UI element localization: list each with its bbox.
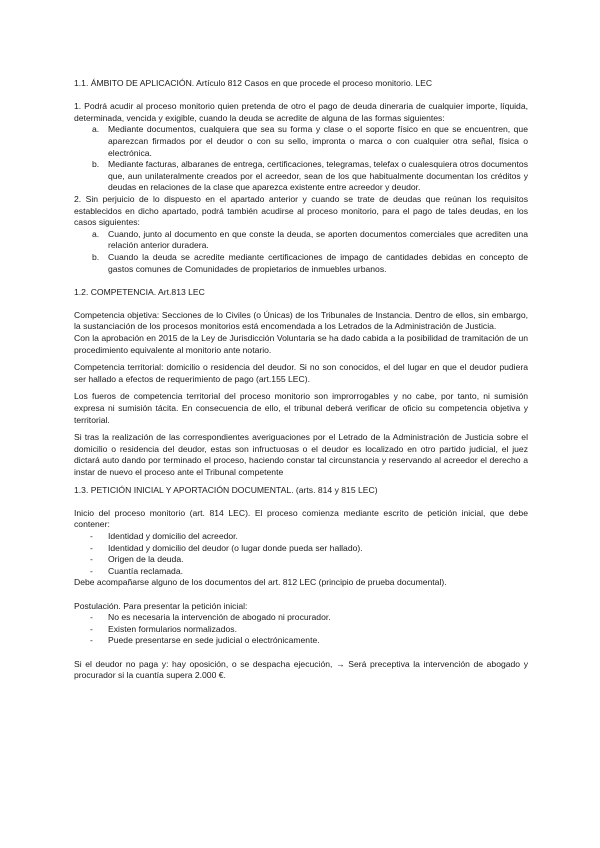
- list-item: - No es necesaria la intervención de abogado ni procurador.: [90, 612, 331, 623]
- list-item: - Puede presentarse en sede judicial o electrónicamente.: [90, 635, 320, 646]
- document-page: [74, 78, 528, 682]
- list-item: - Identidad y domicilio del acreedor.: [90, 530, 238, 541]
- s12-paragraph-3: Competencia territorial: domicilio o residencia del deudor. Si no son conocidos, el del lugar en que el deudor pudiera ser hallado a efectos de requerimiento de pago (art.155 LEC).: [74, 362, 528, 384]
- s13-paragraph-2: Debe acompañarse alguno de los documentos del art. 812 LEC (principio de prueba documental).: [74, 577, 447, 588]
- s13-dash-list-2: [74, 612, 528, 647]
- s12-paragraph-4: Los fueros de competencia territorial del proceso monitorio son improrrogables y no cabe, por tanto, ni sumisión expresa ni sumisión tácita. En consecuencia de ello, el tribunal deberá verificar de oficio su competencia objetiva y territorial.: [74, 391, 528, 425]
- list-item: - Identidad y domicilio del deudor (o lugar donde pueda ser hallado).: [90, 542, 363, 553]
- list-item: b. Cuando la deuda se acredite mediante certificaciones de impago de cantidades debidas en concepto de gastos comunes de Comunidades de propietarios de inmuebles urbanos.: [92, 251, 528, 274]
- s12-paragraph-5: Si tras la realización de las correspondientes averiguaciones por el Letrado de la Administración de Justicia sobre el domicilio o residencia del deudor, estas son infructuosas o el deudor es localizado en otro partido judicial, el juez dictará auto dando por terminado el proceso, haciendo constar tal circunstancia y reservando al acreedor el derecho a instar de nuevo el proceso ante el Tribunal competente: [74, 432, 528, 477]
- section-1-2-title: 1.2. COMPETENCIA. Art.813 LEC: [74, 286, 205, 297]
- list-item: - Existen formularios normalizados.: [90, 623, 237, 634]
- s13-paragraph-4: Si el deudor no paga y: hay oposición, o se despacha ejecución, → Será preceptiva la intervención de abogado y procurador si la cuantía supera 2.000 €.: [74, 658, 528, 681]
- s11-paragraph-2: 2. Sin perjuicio de lo dispuesto en el apartado anterior y cuando se trate de deudas que reúnan los requisitos establecidos en dicho apartado, podrá también acudirse al proceso monitorio, para el pago de tales deudas, en los casos siguientes:: [74, 193, 528, 228]
- list-item: a. Mediante documentos, cualquiera que sea su forma y clase o el soporte físico en que se encuentren, que aparezcan firmados por el deudor o con su sello, impronta o marca o con cualquier otra señal, física o electrónica.: [92, 124, 528, 158]
- s12-paragraph-1: Competencia objetiva: Secciones de lo Civiles (o Únicas) de los Tribunales de Instancia. Dentro de ellos, sin embargo, la sustanciación de los procesos monitorios está encomendada a los Letrados de la Administración de Justicia.: [74, 309, 528, 332]
- s12-paragraph-2: Con la aprobación en 2015 de la Ley de Jurisdicción Voluntaria se ha dado cabida a la posibilidad de tramitación de un procedimiento equivalente al monitorio ante notario.: [74, 333, 528, 355]
- section-1-1-title: 1.1. ÁMBITO DE APLICACIÓN. Artículo 812 Casos en que procede el proceso monitorio. LEC: [74, 78, 433, 88]
- s11-list-1: [74, 124, 528, 194]
- section-1-3-title: 1.3. PETICIÓN INICIAL Y APORTACIÓN DOCUMENTAL. (arts. 814 y 815 LEC): [74, 484, 378, 495]
- s13-paragraph-3: Postulación. Para presentar la petición inicial:: [74, 600, 248, 611]
- list-item: b. Mediante facturas, albaranes de entrega, certificaciones, telegramas, telefax o cualesquiera otros documentos que, aun unilateralmente creados por el acreedor, sean de los que habitualmente documentan los créditos y deudas en relaciones de la clase que aparezca existente entre acreedor y deudor.: [92, 159, 528, 193]
- list-item: - Origen de la deuda.: [90, 554, 184, 565]
- s11-paragraph-1: 1. Podrá acudir al proceso monitorio quien pretenda de otro el pago de deuda dineraria de cualquier importe, líquida, determinada, vencida y exigible, cuando la deuda se acredite de alguna de las formas siguientes:: [74, 101, 528, 123]
- s11-list-2: [74, 229, 528, 275]
- list-item: - Cuantía reclamada.: [90, 565, 183, 576]
- s13-paragraph-1: Inicio del proceso monitorio (art. 814 LEC). El proceso comienza mediante escrito de petición inicial, que debe contener:: [74, 507, 528, 530]
- list-item: a. Cuando, junto al documento en que conste la deuda, se aporten documentos comerciales que acrediten una relación anterior duradera.: [92, 228, 528, 251]
- s13-dash-list-1: [74, 531, 528, 577]
